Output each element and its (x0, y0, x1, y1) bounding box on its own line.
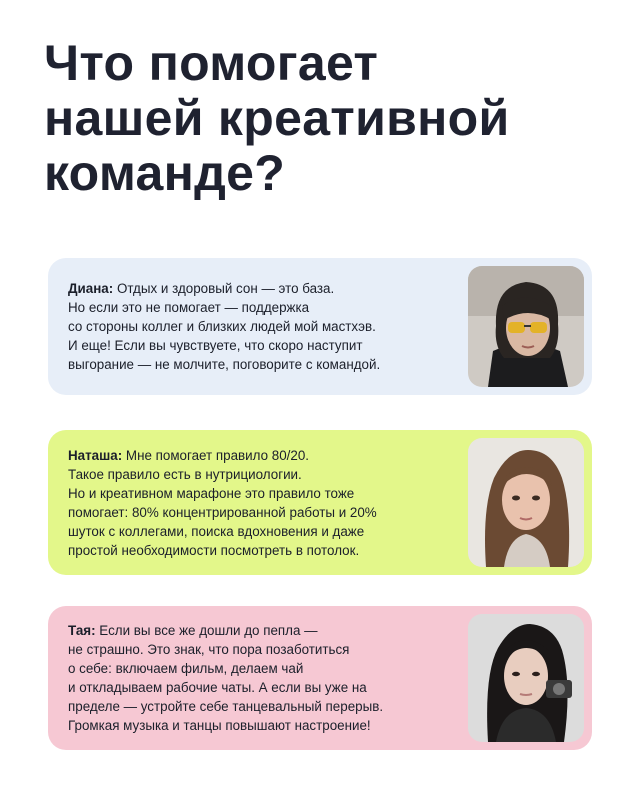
quote-card-natasha (48, 430, 592, 575)
quote-text (68, 430, 468, 575)
quote-line: Мне помогает правило 80/20. (122, 447, 309, 463)
quote-card-diana (48, 258, 592, 395)
author-name: Диана: (68, 281, 114, 296)
quote-line: Такое правило есть в нутрициологии. (68, 466, 302, 482)
avatar-photo-natasha (468, 438, 584, 567)
quote-line: и откладываем рабочие чаты. А если вы уже на (68, 680, 367, 695)
page-title (44, 36, 604, 201)
quote-line: помогает: 80% концентрированной работы и 20% (68, 504, 377, 520)
title-line-1: Что помогает (44, 35, 379, 91)
quote-line: выгорание — не молчите, поговорите с командой. (68, 357, 381, 372)
quote-card-taya (48, 606, 592, 750)
quote-line: Но и креативном марафоне это правило тоже (68, 485, 355, 501)
quote-line: пределе — устройте себе танцевальный перерыв. (68, 699, 384, 714)
quote-line: не страшно. Это знак, что пора позаботиться (68, 642, 350, 657)
quote-line: И еще! Если вы чувствуете, что скоро наступит (68, 338, 363, 353)
quote-line: со стороны коллег и близких людей мой мастхэв. (68, 319, 376, 334)
quote-text (68, 606, 468, 750)
title-line-2: нашей креативной (44, 90, 510, 146)
quote-line: Если вы все же дошли до пепла — (95, 623, 318, 638)
quote-line: о себе: включаем фильм, делаем чай (68, 661, 304, 676)
quote-line: Но если это не помогает — поддержка (68, 300, 310, 315)
quote-line: простой необходимости посмотреть в потолок. (68, 542, 360, 558)
author-name: Тая: (68, 623, 96, 638)
quote-line: шуток с коллегами, поиска вдохновения и даже (68, 523, 365, 539)
author-name: Наташа: (68, 447, 123, 463)
avatar-photo-taya (468, 614, 584, 742)
quote-text (68, 258, 468, 395)
quote-line: Отдых и здоровый сон — это база. (113, 281, 335, 296)
avatar-photo-diana (468, 266, 584, 387)
title-line-3: команде? (44, 145, 286, 201)
quote-line: Громкая музыка и танцы повышают настроение! (68, 718, 371, 733)
